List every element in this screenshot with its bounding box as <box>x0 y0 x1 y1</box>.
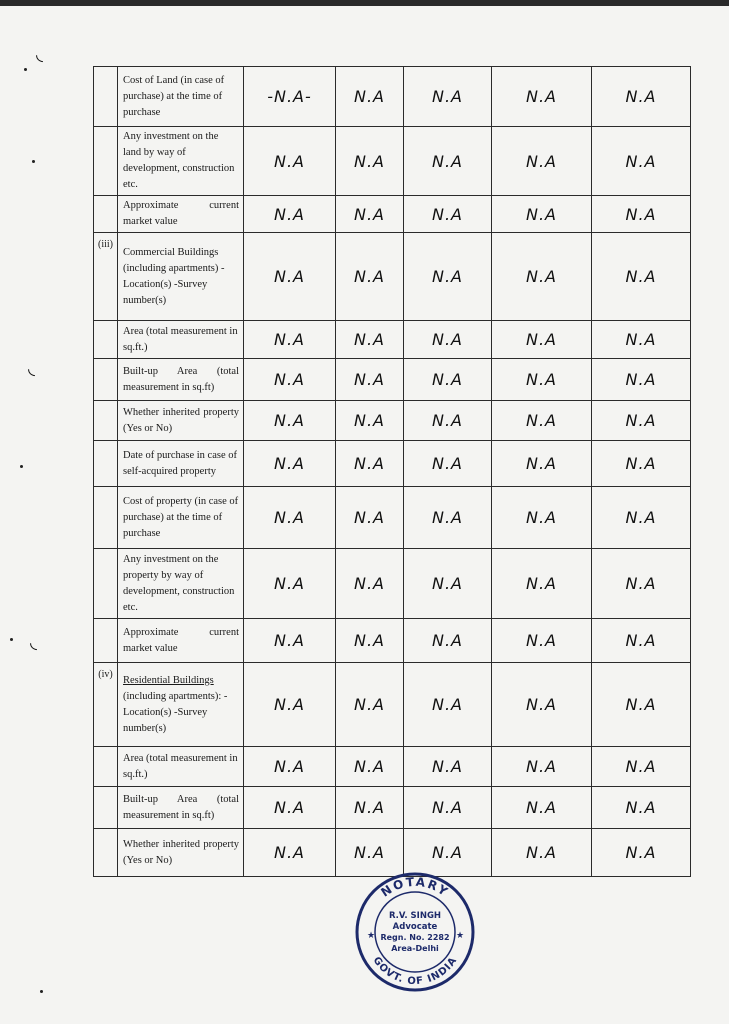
handwritten-value-cell: N.A <box>492 67 592 127</box>
handwritten-value-cell: N.A <box>404 441 492 487</box>
handwritten-value-cell: N.A <box>592 196 691 233</box>
handwritten-value-cell: N.A <box>592 127 691 196</box>
handwritten-value-cell: N.A <box>244 196 336 233</box>
handwritten-value-cell: N.A <box>492 787 592 829</box>
handwritten-value-cell: N.A <box>492 233 592 321</box>
row-section-number <box>94 549 118 619</box>
stamp-bottom-text: GOVT. OF INDIA <box>370 955 460 988</box>
row-label: Built-up Area (total measurement in sq.ft) <box>118 359 244 401</box>
handwritten-value-cell: N.A <box>492 747 592 787</box>
handwritten-value-cell: N.A <box>404 196 492 233</box>
stamp-top-text: NOTARY <box>378 874 452 900</box>
handwritten-value-cell: N.A <box>336 401 404 441</box>
handwritten-value-cell: N.A <box>336 196 404 233</box>
handwritten-value-cell: N.A <box>404 619 492 663</box>
table-row <box>94 196 691 233</box>
handwritten-value-cell: N.A <box>592 787 691 829</box>
handwritten-value-cell: N.A <box>336 127 404 196</box>
handwritten-value-cell: N.A <box>244 747 336 787</box>
handwritten-value-cell: N.A <box>592 359 691 401</box>
handwritten-value-cell: N.A <box>336 549 404 619</box>
row-label: Area (total measurement in sq.ft.) <box>118 747 244 787</box>
handwritten-value-cell: N.A <box>336 321 404 359</box>
row-section-number <box>94 441 118 487</box>
row-label: Whether inherited property (Yes or No) <box>118 401 244 441</box>
row-label: Commercial Buildings (including apartments) -Location(s) -Survey number(s) <box>118 233 244 321</box>
handwritten-value-cell: N.A <box>336 619 404 663</box>
row-label: Cost of Land (in case of purchase) at the time of purchase <box>118 67 244 127</box>
row-section-number <box>94 747 118 787</box>
handwritten-value-cell: N.A <box>404 233 492 321</box>
handwritten-value-cell: N.A <box>336 747 404 787</box>
row-label-title: Residential Buildings <box>123 674 214 686</box>
row-section-number <box>94 321 118 359</box>
handwritten-value-cell: N.A <box>244 401 336 441</box>
handwritten-value-cell: N.A <box>404 67 492 127</box>
row-section-number <box>94 359 118 401</box>
property-details-table <box>93 66 691 877</box>
table-row <box>94 233 691 321</box>
handwritten-value-cell: N.A <box>336 67 404 127</box>
row-label <box>118 663 244 747</box>
handwritten-value-cell: N.A <box>404 321 492 359</box>
handwritten-value-cell: N.A <box>404 359 492 401</box>
row-label: Cost of property (in case of purchase) at the time of purchase <box>118 487 244 549</box>
scan-top-edge <box>0 0 729 6</box>
row-label: Any investment on the property by way of development, construction etc. <box>118 549 244 619</box>
handwritten-value-cell: N.A <box>336 233 404 321</box>
handwritten-value-cell: N.A <box>492 549 592 619</box>
table-row <box>94 487 691 549</box>
notary-seal <box>353 870 477 994</box>
handwritten-value-cell: N.A <box>492 321 592 359</box>
row-label: Area (total measurement in sq.ft.) <box>118 321 244 359</box>
handwritten-value-cell: N.A <box>592 829 691 877</box>
stamp-star-right: ★ <box>456 931 465 941</box>
handwritten-value-cell: -N.A- <box>244 67 336 127</box>
handwritten-value-cell: N.A <box>336 359 404 401</box>
row-section-number: (iv) <box>94 663 118 747</box>
stamp-line-2: Advocate <box>392 922 438 932</box>
row-label: Whether inherited property (Yes or No) <box>118 829 244 877</box>
handwritten-value-cell: N.A <box>244 787 336 829</box>
handwritten-value-cell: N.A <box>404 487 492 549</box>
handwritten-value-cell: N.A <box>492 441 592 487</box>
handwritten-value-cell: N.A <box>244 663 336 747</box>
table-row <box>94 747 691 787</box>
handwritten-value-cell: N.A <box>244 487 336 549</box>
handwritten-value-cell: N.A <box>592 487 691 549</box>
handwritten-value-cell: N.A <box>404 829 492 877</box>
stamp-line-3: Regn. No. 2282 <box>380 933 450 942</box>
handwritten-value-cell: N.A <box>244 549 336 619</box>
handwritten-value-cell: N.A <box>244 321 336 359</box>
row-section-number <box>94 401 118 441</box>
table-row <box>94 663 691 747</box>
handwritten-value-cell: N.A <box>592 663 691 747</box>
row-label: Date of purchase in case of self-acquired property <box>118 441 244 487</box>
handwritten-value-cell: N.A <box>492 487 592 549</box>
table-row <box>94 127 691 196</box>
row-section-number <box>94 787 118 829</box>
handwritten-value-cell: N.A <box>592 67 691 127</box>
handwritten-value-cell: N.A <box>404 127 492 196</box>
handwritten-value-cell: N.A <box>592 441 691 487</box>
table-row <box>94 549 691 619</box>
handwritten-value-cell: N.A <box>336 663 404 747</box>
handwritten-value-cell: N.A <box>404 549 492 619</box>
row-label-text: (including apartments): -Location(s) -Survey number(s) <box>123 690 228 734</box>
row-label: Any investment on the land by way of development, construction etc. <box>118 127 244 196</box>
handwritten-value-cell: N.A <box>592 747 691 787</box>
scan-speck <box>20 465 23 468</box>
table-row <box>94 401 691 441</box>
handwritten-value-cell: N.A <box>492 196 592 233</box>
row-section-number: (iii) <box>94 233 118 321</box>
punch-hole-mark: ◟ <box>28 358 35 379</box>
stamp-line-1: R.V. SINGH <box>388 911 442 921</box>
stamp-line-4: Area-Delhi <box>391 944 439 953</box>
row-section-number <box>94 829 118 877</box>
punch-hole-mark: ◟ <box>36 44 43 65</box>
handwritten-value-cell: N.A <box>244 441 336 487</box>
row-section-number <box>94 619 118 663</box>
handwritten-value-cell: N.A <box>492 829 592 877</box>
stamp-star-left: ★ <box>367 931 376 941</box>
handwritten-value-cell: N.A <box>244 619 336 663</box>
scan-speck <box>10 638 13 641</box>
table-row <box>94 67 691 127</box>
scan-speck <box>40 990 43 993</box>
handwritten-value-cell: N.A <box>244 359 336 401</box>
handwritten-value-cell: N.A <box>336 487 404 549</box>
row-label: Built-up Area (total measurement in sq.ft) <box>118 787 244 829</box>
handwritten-value-cell: N.A <box>244 233 336 321</box>
table-row <box>94 359 691 401</box>
handwritten-value-cell: N.A <box>404 787 492 829</box>
row-section-number <box>94 487 118 549</box>
handwritten-value-cell: N.A <box>244 829 336 877</box>
handwritten-value-cell: N.A <box>336 441 404 487</box>
table-row <box>94 619 691 663</box>
table-row <box>94 321 691 359</box>
handwritten-value-cell: N.A <box>592 619 691 663</box>
handwritten-value-cell: N.A <box>404 747 492 787</box>
handwritten-value-cell: N.A <box>592 549 691 619</box>
handwritten-value-cell: N.A <box>244 127 336 196</box>
row-label: Approximate current market value <box>118 196 244 233</box>
table-row <box>94 441 691 487</box>
handwritten-value-cell: N.A <box>336 787 404 829</box>
row-label: Approximate current market value <box>118 619 244 663</box>
handwritten-value-cell: N.A <box>492 619 592 663</box>
row-section-number <box>94 196 118 233</box>
handwritten-value-cell: N.A <box>492 359 592 401</box>
punch-hole-mark: ◟ <box>30 632 37 653</box>
table-row <box>94 787 691 829</box>
handwritten-value-cell: N.A <box>592 401 691 441</box>
handwritten-value-cell: N.A <box>404 401 492 441</box>
handwritten-value-cell: N.A <box>404 663 492 747</box>
scan-speck <box>32 160 35 163</box>
handwritten-value-cell: N.A <box>592 233 691 321</box>
handwritten-value-cell: N.A <box>492 663 592 747</box>
handwritten-value-cell: N.A <box>492 127 592 196</box>
handwritten-value-cell: N.A <box>592 321 691 359</box>
scan-speck <box>24 68 27 71</box>
row-section-number <box>94 127 118 196</box>
handwritten-value-cell: N.A <box>492 401 592 441</box>
handwritten-value-cell: N.A <box>336 829 404 877</box>
row-section-number <box>94 67 118 127</box>
